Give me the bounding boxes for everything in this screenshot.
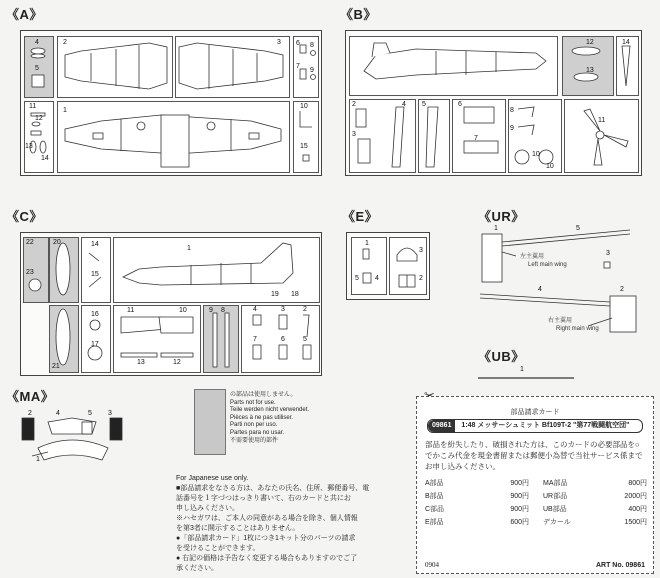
legend-line: Pièces à ne pas utiliser. [230, 414, 294, 421]
part-label: 5 [576, 225, 580, 232]
price-col-left [425, 477, 529, 529]
part-label: 21 [52, 363, 60, 370]
part-label: 2 [620, 286, 624, 293]
section-ur-title: 《UR》 [478, 209, 525, 224]
part-label: 8 [221, 307, 225, 314]
note-line: ※ハセガワは、ご本人の同意がある場合を除き、個人情報 [176, 515, 358, 522]
order-notes [176, 474, 411, 574]
price-list [425, 477, 647, 529]
section-ma-title: 《MA》 [6, 389, 55, 404]
part-label: 4 [375, 275, 379, 282]
part-label: 9 [310, 67, 314, 74]
price-item-value: 400円 [628, 506, 647, 513]
legend-line: Teile werden nicht verwendet. [230, 407, 310, 414]
part-label: 5 [88, 410, 92, 417]
part-label: 3 [352, 131, 356, 138]
part-label: 13 [25, 143, 33, 150]
left-wing-jp: 左主翼用 [520, 254, 545, 260]
part-label: 5 [303, 336, 307, 343]
part-label: 8 [510, 107, 514, 114]
part-label: 12 [35, 115, 43, 122]
part-label: 9 [209, 307, 213, 314]
note-line: ●「部品請求カード」1枚につき1キット分のパーツの請求 [176, 535, 356, 542]
note-line: ■部品請求をなさる方は、あなたの氏名、住所、郵便番号、電 [176, 485, 370, 492]
price-item-value: 1500円 [624, 519, 647, 526]
kit-code-bar [427, 419, 643, 433]
price-item-value: 900円 [510, 506, 529, 513]
kit-title: 1:48 メッサーシュミット Bf109T-2 "第77戦闘航空団" [461, 422, 630, 429]
part-label: 12 [173, 359, 181, 366]
note-line: 話番号を１字づつはっきり書いて、右のカードと共にお [176, 495, 351, 502]
note-line: 承ください。 [176, 565, 218, 572]
part-label: 11 [598, 117, 606, 124]
section-a-title: 《A》 [6, 7, 43, 22]
part-label: 14 [622, 39, 630, 46]
price-col-right [543, 477, 647, 529]
right-wing-en: Right main wing [556, 326, 599, 332]
part-label: 7 [474, 135, 478, 142]
part-label: 1 [63, 107, 67, 114]
part-label: 4 [56, 410, 60, 417]
card-description: 部品を紛失したり、破損された方は、このカードの必要部品を○でかこみ代金を現金書留または郵便小為替で当社サービス係までお申し込みください。 [425, 440, 643, 471]
sprue-b-drawing [346, 31, 641, 175]
part-label: 2 [303, 306, 307, 313]
part-label: 22 [26, 239, 34, 246]
part-label: 4 [253, 306, 257, 313]
part-label: 14 [91, 241, 99, 248]
part-label: 10 [532, 151, 540, 158]
legend-line: Parti non per uso. [230, 422, 278, 429]
legend-line: Partes para no usar. [230, 429, 285, 436]
part-label: 13 [137, 359, 145, 366]
price-item-value: 600円 [510, 519, 529, 526]
part-label: 11 [29, 103, 37, 110]
right-wing-jp: 右主翼用 [548, 318, 573, 324]
sprue-c-drawing [21, 233, 321, 375]
part-label: 5 [422, 101, 426, 108]
part-label: 23 [26, 269, 34, 276]
part-label: 3 [281, 306, 285, 313]
part-label: 6 [458, 101, 462, 108]
art-number: ART No. 09861 [595, 562, 645, 569]
legend-line: の部品は使用しません。 [230, 392, 297, 398]
price-item-name: UR部品 [543, 493, 568, 500]
part-label: 10 [546, 163, 554, 170]
sprue-b-frame [345, 30, 642, 176]
part-label: 8 [310, 42, 314, 49]
sprue-ub-drawing [478, 374, 578, 384]
section-c-title: 《C》 [6, 209, 43, 224]
part-label: 12 [586, 39, 594, 46]
footer-code: 0904 [425, 561, 439, 569]
part-label: 3 [277, 39, 281, 46]
part-label: 4 [402, 101, 406, 108]
part-label: 1 [520, 366, 524, 373]
unused-parts-swatch [194, 389, 226, 455]
part-label: 2 [352, 101, 356, 108]
part-label: 7 [253, 336, 257, 343]
part-label: 4 [538, 286, 542, 293]
part-label: 10 [300, 103, 308, 110]
section-ub-title: 《UB》 [478, 349, 525, 364]
part-label: 3 [606, 250, 610, 257]
part-label: 2 [419, 275, 423, 282]
part-label: 11 [127, 307, 135, 314]
sprue-e-drawing [347, 233, 429, 299]
part-label: 10 [179, 307, 187, 314]
parts-order-card [416, 396, 654, 574]
note-line: を受けることができます。 [176, 545, 260, 552]
note-line: 申し込みください。 [176, 505, 239, 512]
price-item-value: 900円 [510, 480, 529, 487]
price-item-name: B部品 [425, 493, 444, 500]
part-label: 6 [296, 40, 300, 47]
part-label: 20 [53, 239, 61, 246]
part-label: 18 [291, 291, 299, 298]
sprue-c-frame [20, 232, 322, 376]
part-label: 5 [355, 275, 359, 282]
part-label: 5 [35, 65, 39, 72]
part-label: 16 [91, 311, 99, 318]
price-item-name: MA部品 [543, 480, 568, 487]
unused-parts-legend [230, 392, 309, 445]
sprue-a-drawing [21, 31, 321, 175]
price-item-value: 800円 [628, 480, 647, 487]
part-label: 13 [586, 67, 594, 74]
left-wing-en: Left main wing [528, 262, 567, 268]
card-header: 部品請求カード [510, 409, 560, 416]
sprue-ma-drawing [18, 412, 128, 472]
part-label: 3 [419, 247, 423, 254]
part-label: 4 [35, 39, 39, 46]
legend-line: Parts not for use. [230, 399, 276, 406]
section-b-title: 《B》 [340, 7, 377, 22]
part-label: 14 [41, 155, 49, 162]
part-label: 15 [91, 271, 99, 278]
note-line: For Japanese use only. [176, 475, 249, 482]
part-label: 1 [494, 225, 498, 232]
section-e-title: 《E》 [342, 209, 379, 224]
part-label: 2 [63, 39, 67, 46]
part-label: 1 [365, 240, 369, 247]
sprue-a-frame [20, 30, 322, 176]
note-line: ● 右記の価格は予告なく変更する場合もありますのでご了 [176, 555, 358, 562]
price-item-name: UB部品 [543, 506, 567, 513]
part-label: 1 [36, 456, 40, 463]
kit-number: 09861 [428, 420, 455, 432]
price-item-name: C部品 [425, 506, 445, 513]
sprue-e-frame [346, 232, 430, 300]
price-item-name: A部品 [425, 480, 444, 487]
price-item-value: 2000円 [624, 493, 647, 500]
note-line: を第3者に開示することはありません。 [176, 525, 300, 532]
part-label: 3 [108, 410, 112, 417]
part-label: 7 [296, 63, 300, 70]
price-item-name: E部品 [425, 519, 444, 526]
legend-line: 不需要使用的部件 [230, 437, 279, 444]
part-label: 9 [510, 125, 514, 132]
part-label: 1 [187, 245, 191, 252]
part-label: 6 [281, 336, 285, 343]
part-label: 19 [271, 291, 279, 298]
price-item-name: デカール [543, 519, 571, 526]
part-label: 17 [91, 341, 99, 348]
part-label: 15 [300, 143, 308, 150]
price-item-value: 900円 [510, 493, 529, 500]
part-label: 2 [28, 410, 32, 417]
